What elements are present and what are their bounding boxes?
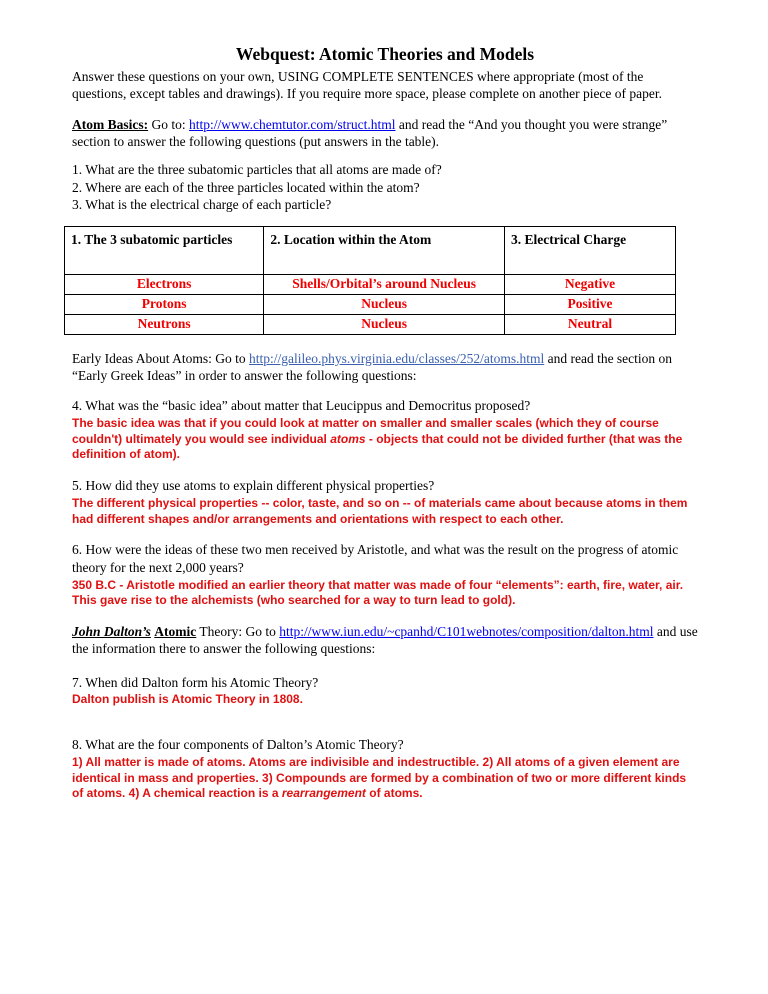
- answer-4-post: - objects that could not be divided further (that was the definition of atom).: [72, 431, 683, 462]
- page-title: Webquest: Atomic Theories and Models: [235, 44, 535, 64]
- answer-5: The different physical properties -- color, taste, and so on -- of materials came about because atoms in them had different shapes and/or arrangements and orientations with respect to each other.: [72, 495, 688, 526]
- dalton-pre-link: Theory: Go to: [196, 624, 280, 640]
- question-1: 1. What are the three subatomic particles that all atoms are made of?: [72, 162, 442, 178]
- question-6: 6. How were the ideas of these two men received by Aristotle, and what was the result on the progress of atomic theory for the next 2,000 years?: [72, 542, 679, 576]
- dalton-heading-italic: John Dalton’s: [72, 624, 151, 640]
- table-cell: Positive: [505, 294, 676, 314]
- answer-8: [72, 755, 698, 802]
- intro-paragraph: Answer these questions on your own, USING COMPLETE SENTENCES where appropriate (most of the questions, except tables and drawings). If you require more space, please complete on another piece of paper.: [72, 69, 663, 102]
- dalton-paragraph: [72, 623, 698, 658]
- table-header-cell: 1. The 3 subatomic particles: [65, 226, 264, 274]
- dalton-link[interactable]: http://www.iun.edu/~cpanhd/C101webnotes/composition/dalton.html: [279, 624, 654, 640]
- table-cell: Neutrons: [65, 314, 264, 334]
- table-header-cell: 3. Electrical Charge: [505, 226, 676, 274]
- question-4: 4. What was the “basic idea” about matter that Leucippus and Democritus proposed?: [72, 398, 531, 414]
- early-ideas-paragraph: [72, 350, 698, 385]
- table-row: [65, 294, 676, 314]
- question-8: 8. What are the four components of Dalton’s Atomic Theory?: [72, 737, 404, 753]
- dalton-post-link: and use the information there to answer the following questions:: [72, 624, 698, 657]
- chemtutor-link[interactable]: http://www.chemtutor.com/struct.html: [189, 116, 396, 132]
- answer-4-italic: atoms: [330, 431, 366, 446]
- table-row: [65, 274, 676, 294]
- answer-8-italic: rearrangement: [281, 786, 366, 801]
- answer-4-pre: The basic idea was that if you could look at matter on smaller and smaller scales (which they of course couldn't) ultimately you would see individual: [72, 415, 659, 446]
- table-cell: Electrons: [65, 274, 264, 294]
- answer-8-pre: 1) All matter is made of atoms. Atoms are indivisible and indestructible. 2) All atoms of a given element are identical in mass and properties. 3) Compounds are formed by a combination of two or more different kinds of atoms. 4) A chemical reaction is a: [72, 754, 687, 801]
- table-cell: Protons: [65, 294, 264, 314]
- table-cell: Neutral: [505, 314, 676, 334]
- answer-6: 350 B.C - Aristotle modified an earlier theory that matter was made of four “elements”: earth, fire, water, air. This gave rise to the alchemists (who searched for a way to turn lead to gold).: [72, 577, 684, 608]
- atom-basics-pre-link: Go to:: [148, 116, 190, 132]
- question-3: 3. What is the electrical charge of each particle?: [72, 197, 332, 213]
- question-5: 5. How did they use atoms to explain different physical properties?: [72, 478, 435, 494]
- atom-basics-post-link: and read the “And you thought you were strange” section to answer the following questions (put answers in the table).: [72, 116, 668, 149]
- answer-8-post: of atoms.: [365, 786, 423, 801]
- atom-basics-paragraph: [72, 116, 698, 151]
- question-7: 7. When did Dalton form his Atomic Theory?: [72, 674, 319, 690]
- atom-basics-heading: Atom Basics:: [72, 116, 149, 132]
- table-cell: Negative: [505, 274, 676, 294]
- table-row: [65, 314, 676, 334]
- table-cell: Nucleus: [264, 294, 505, 314]
- galileo-link[interactable]: http://galileo.phys.virginia.edu/classes/252/atoms.html: [248, 350, 545, 366]
- table-cell: Nucleus: [264, 314, 505, 334]
- particles-table: [64, 226, 676, 335]
- table-header-row: [65, 226, 676, 274]
- early-ideas-post-link: and read the section on “Early Greek Ideas” in order to answer the following questions:: [72, 350, 673, 383]
- early-ideas-pre-link: Early Ideas About Atoms: Go to: [72, 350, 249, 366]
- table-header-cell: 2. Location within the Atom: [264, 226, 505, 274]
- dalton-heading-bold: Atomic: [154, 624, 197, 640]
- table-cell: Shells/Orbital’s around Nucleus: [264, 274, 505, 294]
- answer-7: Dalton publish is Atomic Theory in 1808.: [72, 692, 303, 707]
- answer-4: [72, 416, 698, 463]
- question-2: 2. Where are each of the three particles located within the atom?: [72, 179, 420, 195]
